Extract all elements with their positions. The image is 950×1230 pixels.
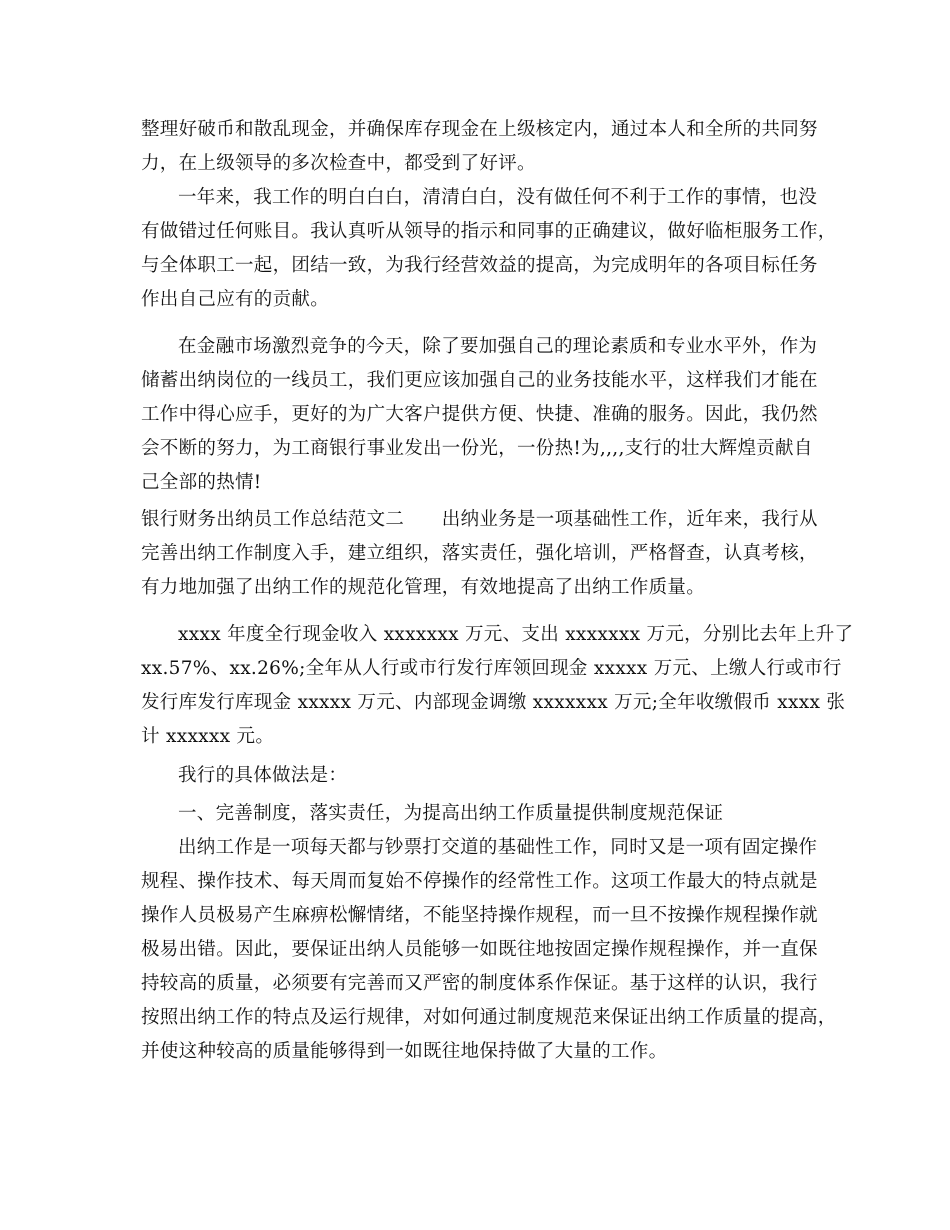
paragraph-start-line: 出纳工作是一项每天都与钞票打交道的基础性工作，同时又是一项有固定操作 xyxy=(178,837,818,858)
section-heading-line: 银行财务出纳员工作总结范文二 出纳业务是一项基础性工作，近年来，我行从 xyxy=(141,509,818,530)
paragraph-start-line: 在金融市场激烈竞争的今天，除了要加强自己的理论素质和专业水平外，作为 xyxy=(178,336,818,357)
text-line: 操作人员极易产生麻痹松懈情绪，不能坚持操作规程，而一旦不按操作规程操作就 xyxy=(141,905,818,926)
paragraph-start-line: 我行的具体做法是： xyxy=(178,765,348,786)
paragraph-start-line: 一年来，我工作的明白白白，清清白白，没有做任何不利于工作的事情，也没 xyxy=(178,187,818,208)
text-line: 储蓄出纳岗位的一线员工，我们更应该加强自己的业务技能水平，这样我们才能在 xyxy=(141,370,818,391)
text-line: 规程、操作技术、每天周而复始不停操作的经常性工作。这项工作最大的特点就是 xyxy=(141,871,818,892)
text-line: 整理好破币和散乱现金，并确保库存现金在上级核定内，通过本人和全所的共同努 xyxy=(141,119,818,140)
text-line: 完善出纳工作制度入手，建立组织，落实责任，强化培训，严格督查，认真考核， xyxy=(141,543,818,564)
text-line: 有力地加强了出纳工作的规范化管理，有效地提高了出纳工作质量。 xyxy=(141,577,706,598)
text-line: 己全部的热情! xyxy=(141,472,262,493)
text-line: 与全体职工一起，团结一致，为我行经营效益的提高，为完成明年的各项目标任务 xyxy=(141,255,818,276)
text-line: 并使这种较高的质量能够得到一如既往地保持做了大量的工作。 xyxy=(141,1041,668,1062)
text-line: 极易出错。因此，要保证出纳人员能够一如既往地按固定操作规程操作，并一直保 xyxy=(141,939,818,960)
text-line: xx.57%、xx.26%;全年从人行或市行发行库领回现金 xxxxx 万元、上缴人行或市行 xyxy=(141,658,842,679)
text-line: 作出自己应有的贡献。 xyxy=(141,289,330,310)
text-line: 发行库发行库现金 xxxxx 万元、内部现金调缴 xxxxxxx 万元;全年收缴假币 xxxx 张 xyxy=(141,692,846,713)
text-line: 按照出纳工作的特点及运行规律，对如何通过制度规范来保证出纳工作质量的提高， xyxy=(141,1007,837,1028)
text-line: 工作中得心应手，更好的为广大客户提供方便、快捷、准确的服务。因此，我仍然 xyxy=(141,404,818,425)
subheading-line: 一、完善制度，落实责任，为提高出纳工作质量提供制度规范保证 xyxy=(178,803,724,824)
text-line: 计 xxxxxx 元。 xyxy=(141,726,275,747)
text-line: 有做错过任何账目。我认真听从领导的指示和同事的正确建议，做好临柜服务工作， xyxy=(141,221,837,242)
text-line: 会不断的努力，为工商银行事业发出一份光，一份热!为,,,,支行的壮大辉煌贡献自 xyxy=(141,438,813,459)
paragraph-start-line: xxxx 年度全行现金收入 xxxxxxx 万元、支出 xxxxxxx 万元，分别比去年上升了 xyxy=(178,624,854,645)
text-line: 力，在上级领导的多次检查中，都受到了好评。 xyxy=(141,153,536,174)
text-line: 持较高的质量，必须要有完善而又严密的制度体系作保证。基于这样的认识，我行 xyxy=(141,973,818,994)
